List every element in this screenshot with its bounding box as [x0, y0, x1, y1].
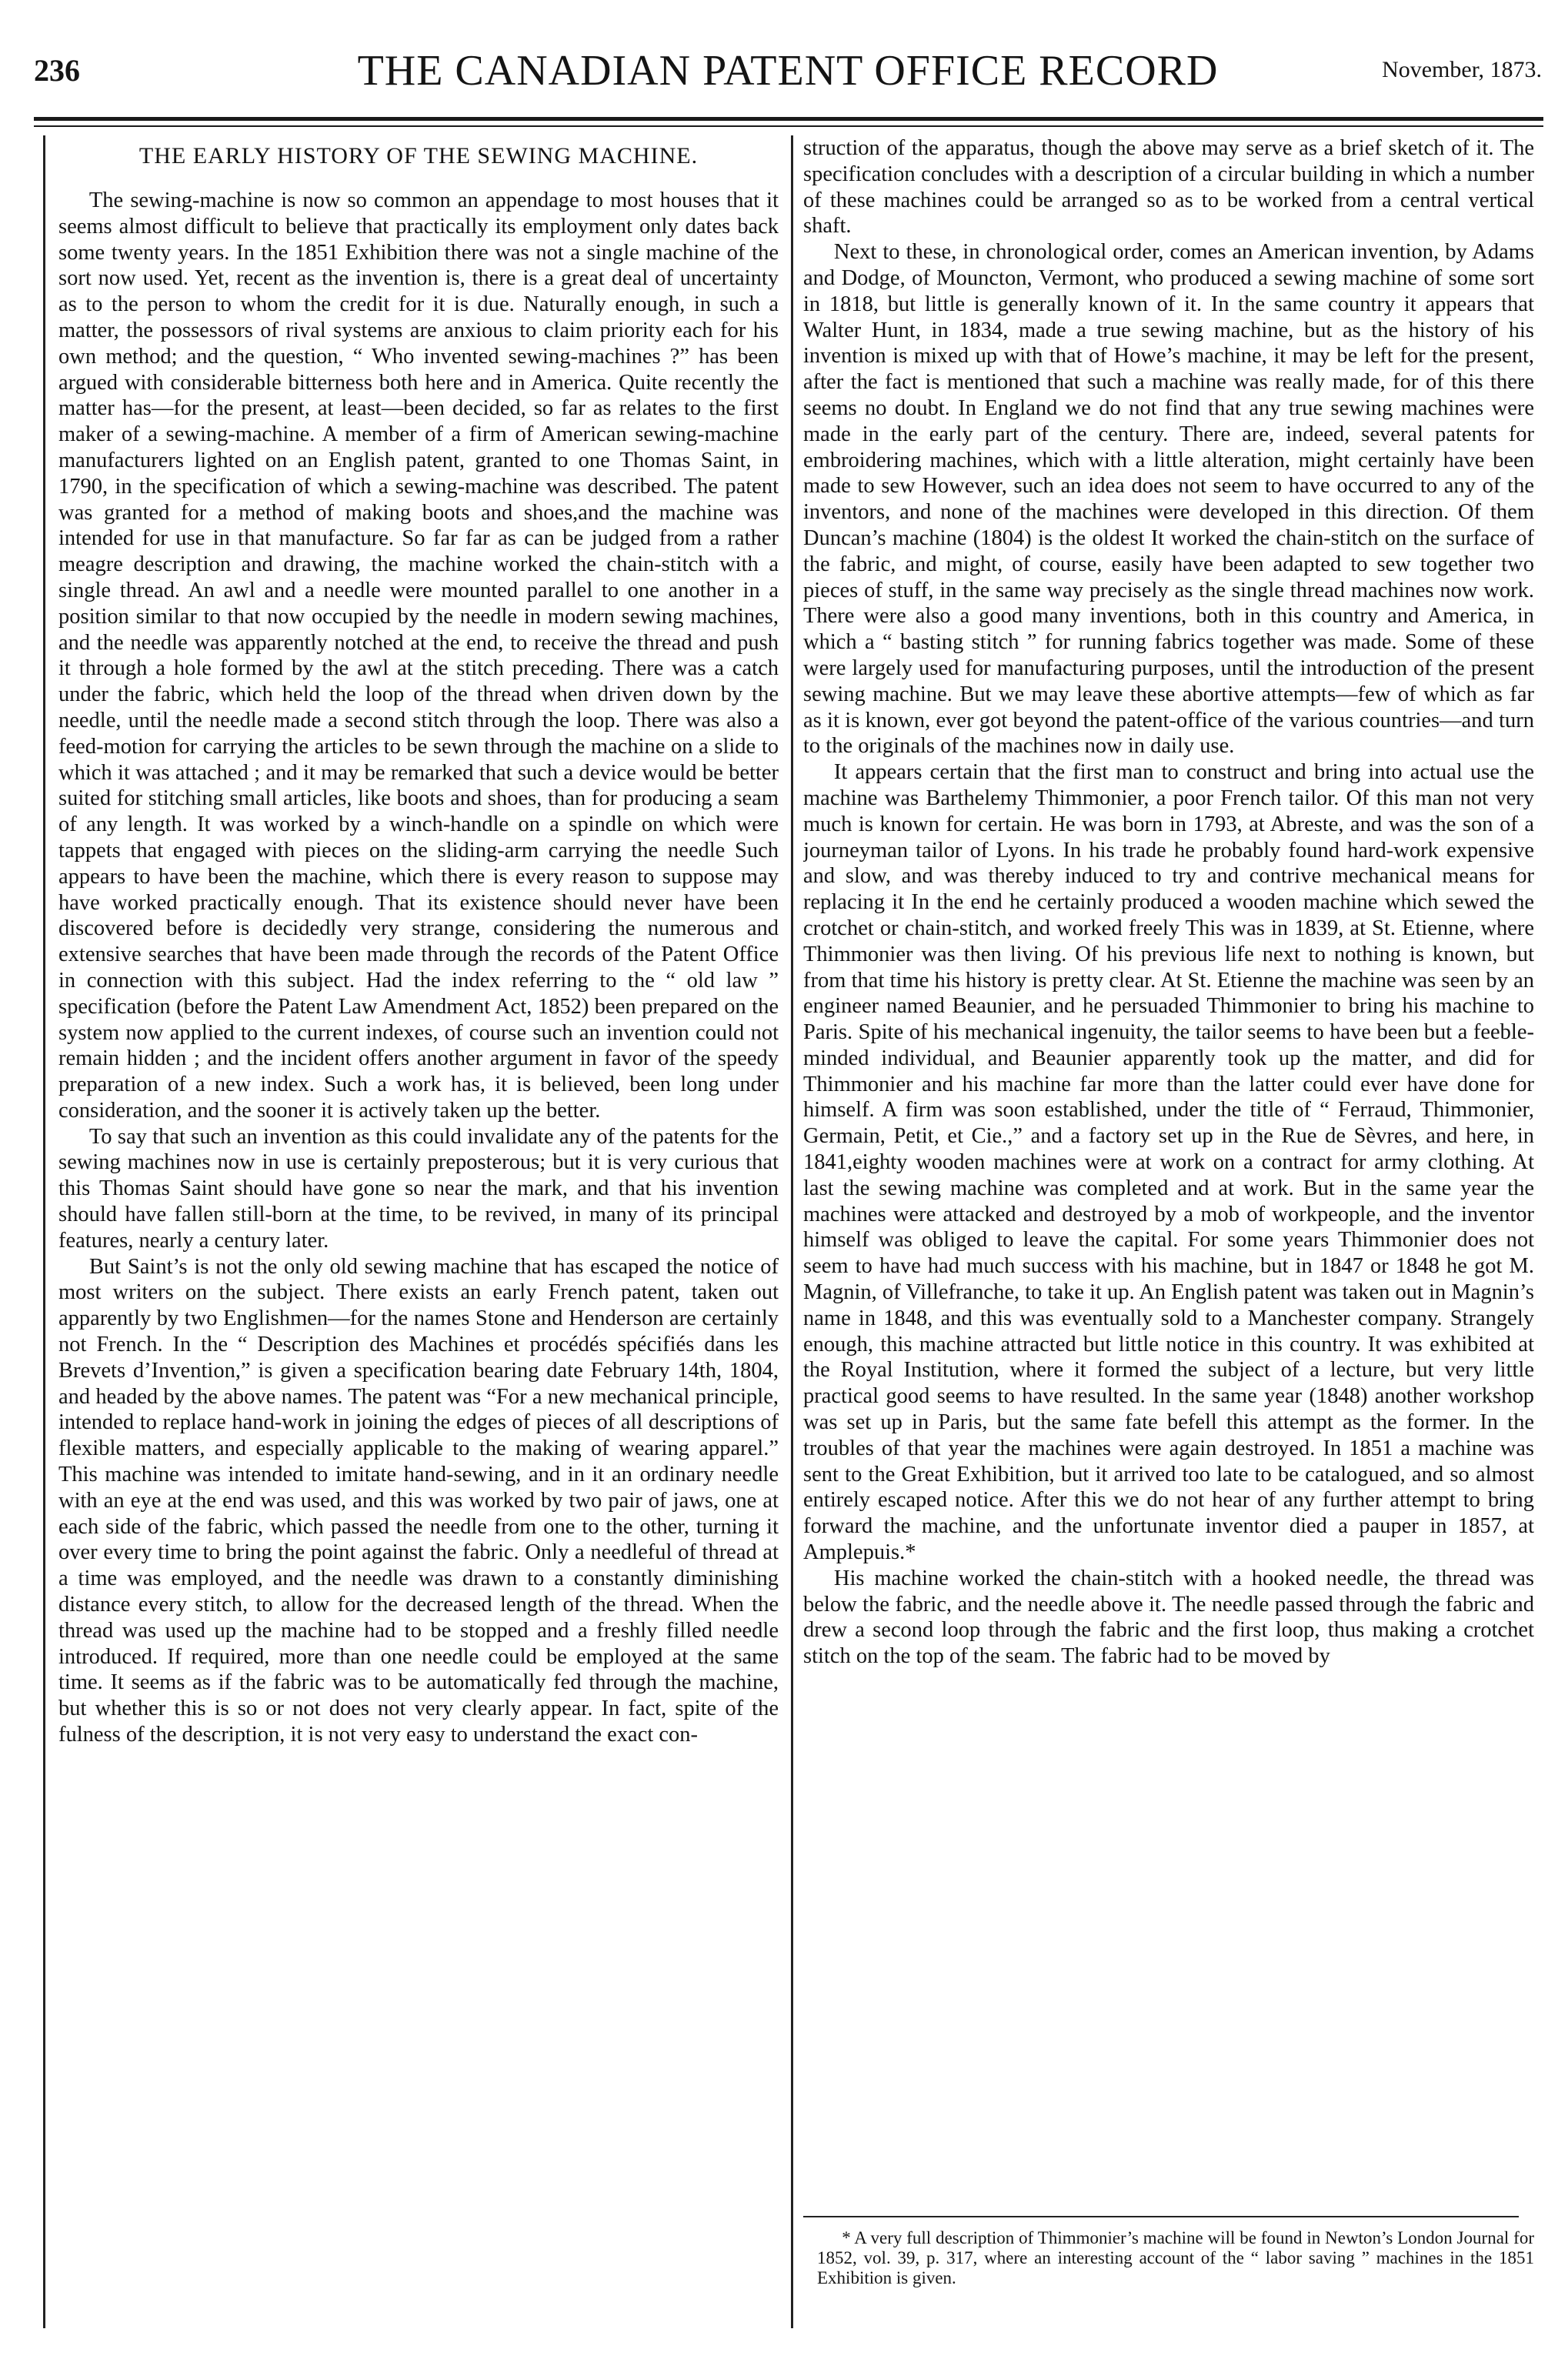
left-column [58, 135, 779, 2328]
paragraph: The sewing-machine is now so common an appendage to most houses that it seems almost difficult to believe that practically its employment only dates back some twenty years. In the 1851 Exhibition there was not a single machine of the sort now used. Yet, recent as the invention is, there is a great deal of uncertainty as to the person to whom the credit for it is due. Naturally enough, in such a matter, the possessors of rival systems are anxious to claim priority each for his own method; and the question, “ Who invented sewing-machines ?” has been argued with considerable bitterness both here and in America. Quite recently the matter has—for the present, at least—been decided, so far as relates to the first maker of a sewing-machine. A member of a firm of American sewing-machine manufacturers lighted on an English patent, granted to one Thomas Saint, in 1790, in the specification of which a sewing-machine was described. The patent was granted for a method of making boots and shoes,and the machine was intended for use in that manufacture. So far far as can be judged from a rather meagre description and drawing, the machine worked the chain-stitch with a single thread. An awl and a needle were mounted parallel to one another in a position similar to that now occupied by the needle in modern sewing machines, and the needle was apparently notched at the end, to receive the thread and push it through a hole formed by the awl at the stitch preceding. There was a catch under the fabric, which held the loop of the thread when driven down by the needle, until the needle made a second stitch through the loop. There was also a feed-motion for carrying the articles to be sewn through the machine on a slide to which it was attached ; and it may be remarked that such a device would be better suited for stitching small articles, like boots and shoes, than for producing a seam of any length. It was worked by a winch-handle on a spindle on which were tappets that engaged with pieces on the sliding-arm carrying the needle Such appears to have been the machine, which there is every reason to suppose may have worked practically enough. That its existence should never have been discovered before is decidedly very strange, considering the numerous and extensive searches that have been made through the records of the Patent Office in connection with this subject. Had the index referring to the “ old law ” specification (before the Patent Law Amendment Act, 1852) been prepared on the system now applied to the current indexes, of course such an invention could not remain hidden ; and the incident offers another argument in favor of the speedy preparation of a new index. Such a work has, it is believed, been long under consideration, and the sooner it is actively taken up the better. [58, 189, 779, 1123]
header-rule-thick [34, 117, 1543, 121]
article-title: THE EARLY HISTORY OF THE SEWING MACHINE. [138, 143, 699, 168]
journal-title: THE CANADIAN PATENT OFFICE RECORD [357, 47, 1219, 95]
footnote-area [803, 2216, 1534, 2288]
right-column [803, 135, 1534, 2328]
paragraph: It appears certain that the first man to construct and bring into actual use the machine was Barthelemy Thimmonier, a poor French tailor. Of this man not very much is known for certain. He was born in 1793, at Abreste, and was the son of a journeyman tailor of Lyons. In his trade he probably found hard-work expensive and slow, and was thereby induced to try and contrive mechanical means for replacing it In the end he certainly produced a wooden machine which sewed the crotchet or chain-stitch, and worked freely This was in 1839, at St. Etienne, where Thimmonier was then living. Of his previous life next to nothing is known, but from that time his history is pretty clear. At St. Etienne the machine was seen by an engineer named Beaunier, and he persuaded Thimmonier to bring his machine to Paris. Spite of his mechanical ingenuity, the tailor seems to have been but a feeble-minded individual, and Beaunier apparently took up the matter, and did for Thimmonier and his machine far more than the latter could ever have done for himself. A firm was soon established, under the title of “ Ferraud, Thimmonier, Germain, Petit, et Cie.,” and a factory set up in the Rue de Sèvres, and here, in 1841,eighty wooden machines were at work on a contract for army clothing. At last the sewing machine was completed and at work. But in the same year the machines were attacked and destroyed by a mob of workpeople, and the inventor himself was obliged to leave the capital. For some years Thimmonier does not seem to have had much success with his machine, but in 1847 or 1848 he got M. Magnin, of Villefranche, to take it up. An English patent was taken out in Magnin’s name in 1848, and this was eventually sold to a Manchester company. Strangely enough, this machine attracted but little notice in this country. It was exhibited at the Royal Institution, where it formed the subject of a lecture, but very little practical good seems to have resulted. In the same year (1848) another workshop was set up in Paris, but the same fate befell this attempt as the former. In the troubles of that year the machines were again destroyed. In 1851 a machine was sent to the Great Exhibition, but it arrived too late to be catalogued, and so almost entirely escaped notice. After this we do not hear of any further attempt to bring forward the machine, and the unfortunate inventor died a pauper in 1857, at Amplepuis.* [803, 760, 1534, 1565]
page-number: 236 [34, 53, 80, 88]
header-rule-thin [34, 125, 1543, 127]
left-border-rule [43, 135, 45, 2328]
page-header [34, 46, 1542, 108]
paragraph: struction of the apparatus, though the above may serve as a brief sketch of it. The specification concludes with a description of a circular building in which a number of these machines could be arranged so as to be worked from a central vertical shaft. [803, 136, 1534, 239]
footnote: * A very full description of Thimmonier’s machine will be found in Newton’s London Journal for 1852, vol. 39, p. 317, where an interesting account of the “ labor saving ” machines in the 1851 Exhibition is given. [817, 2228, 1534, 2287]
paragraph: But Saint’s is not the only old sewing machine that has escaped the notice of most writers on the subject. There exists an early French patent, taken out apparently by two Englishmen—for the names Stone and Henderson are certainly not French. In the “ Description des Machines et procédés spécifiés dans les Brevets d’Invention,” is given a specification bearing date February 14th, 1804, and headed by the above names. The patent was “For a new mechanical principle, intended to replace hand-work in joining the edges of pieces of all descriptions of flexible matters, and especially applicable to the making of wearing apparel.” This machine was intended to imitate hand-sewing, and in it an ordinary needle with an eye at the end was used, and this was worked by two pair of jaws, one at each side of the fabric, which passed the needle from one to the other, turning it over every time to bring the point against the fabric. Only a needleful of thread at a time was employed, and the needle was drawn to a constantly diminishing distance every stitch, to allow for the decreased length of the thread. When the thread was used up the machine had to be stopped and a freshly filled needle introduced. If required, more than one needle could be employed at the same time. It seems as if the fabric was to be automatically fed through the machine, but whether this is so or not does not very clearly appear. In fact, spite of the fulness of the description, it is not very easy to understand the exact con- [58, 1254, 779, 1747]
paragraph: Next to these, in chronological order, comes an American invention, by Adams and Dodge, of Mouncton, Vermont, who produced a sewing machine of some sort in 1818, but little is generally known of it. In the same country it appears that Walter Hunt, in 1834, made a true sewing machine, but as the history of his invention is mixed up with that of Howe’s machine, it may be left for the present, after the fact is mentioned that such a machine was really made, for of this there seems no doubt. In England we do not find that any true sewing machines were made in the early part of the century. There are, indeed, several patents for embroidering machines, which with a little alteration, might certainly have been made to sew However, such an idea does not seem to have occurred to any of the inventors, and none of the machines were developed in this direction. Of them Duncan’s machine (1804) is the oldest It worked the chain-stitch on the surface of the fabric, and might, of course, easily have been adapted to sew together two pieces of stuff, in the same way precisely as the single thread machines now work. There were also a good many inventions, both in this country and America, in which a “ basting stitch ” for running fabrics together was made. Some of these were largely used for manufacturing purposes, until the introduction of the present sewing machine. But we may leave these abortive attempts—few of which as far as it is known, ever got beyond the patent-office of the various countries—and turn to the originals of the machines now in daily use. [803, 240, 1534, 759]
issue-date: November, 1873. [1382, 57, 1542, 82]
paragraph: His machine worked the chain-stitch with a hooked needle, the thread was below the fabric, and the needle above it. The needle passed through the fabric and drew a second loop through the fabric and the first loop, thus making a crotchet stitch on the top of the seam. The fabric had to be moved by [803, 1566, 1534, 1669]
footnote-rule [803, 2216, 1519, 2217]
column-divider [791, 135, 793, 2328]
paragraph: To say that such an invention as this could invalidate any of the patents for the sewing machines now in use is certainly preposterous; but it is very curious that this Thomas Saint should have gone so near the mark, and that his invention should have fallen still-born at the time, to be revived, in many of its principal features, nearly a century later. [58, 1124, 779, 1253]
